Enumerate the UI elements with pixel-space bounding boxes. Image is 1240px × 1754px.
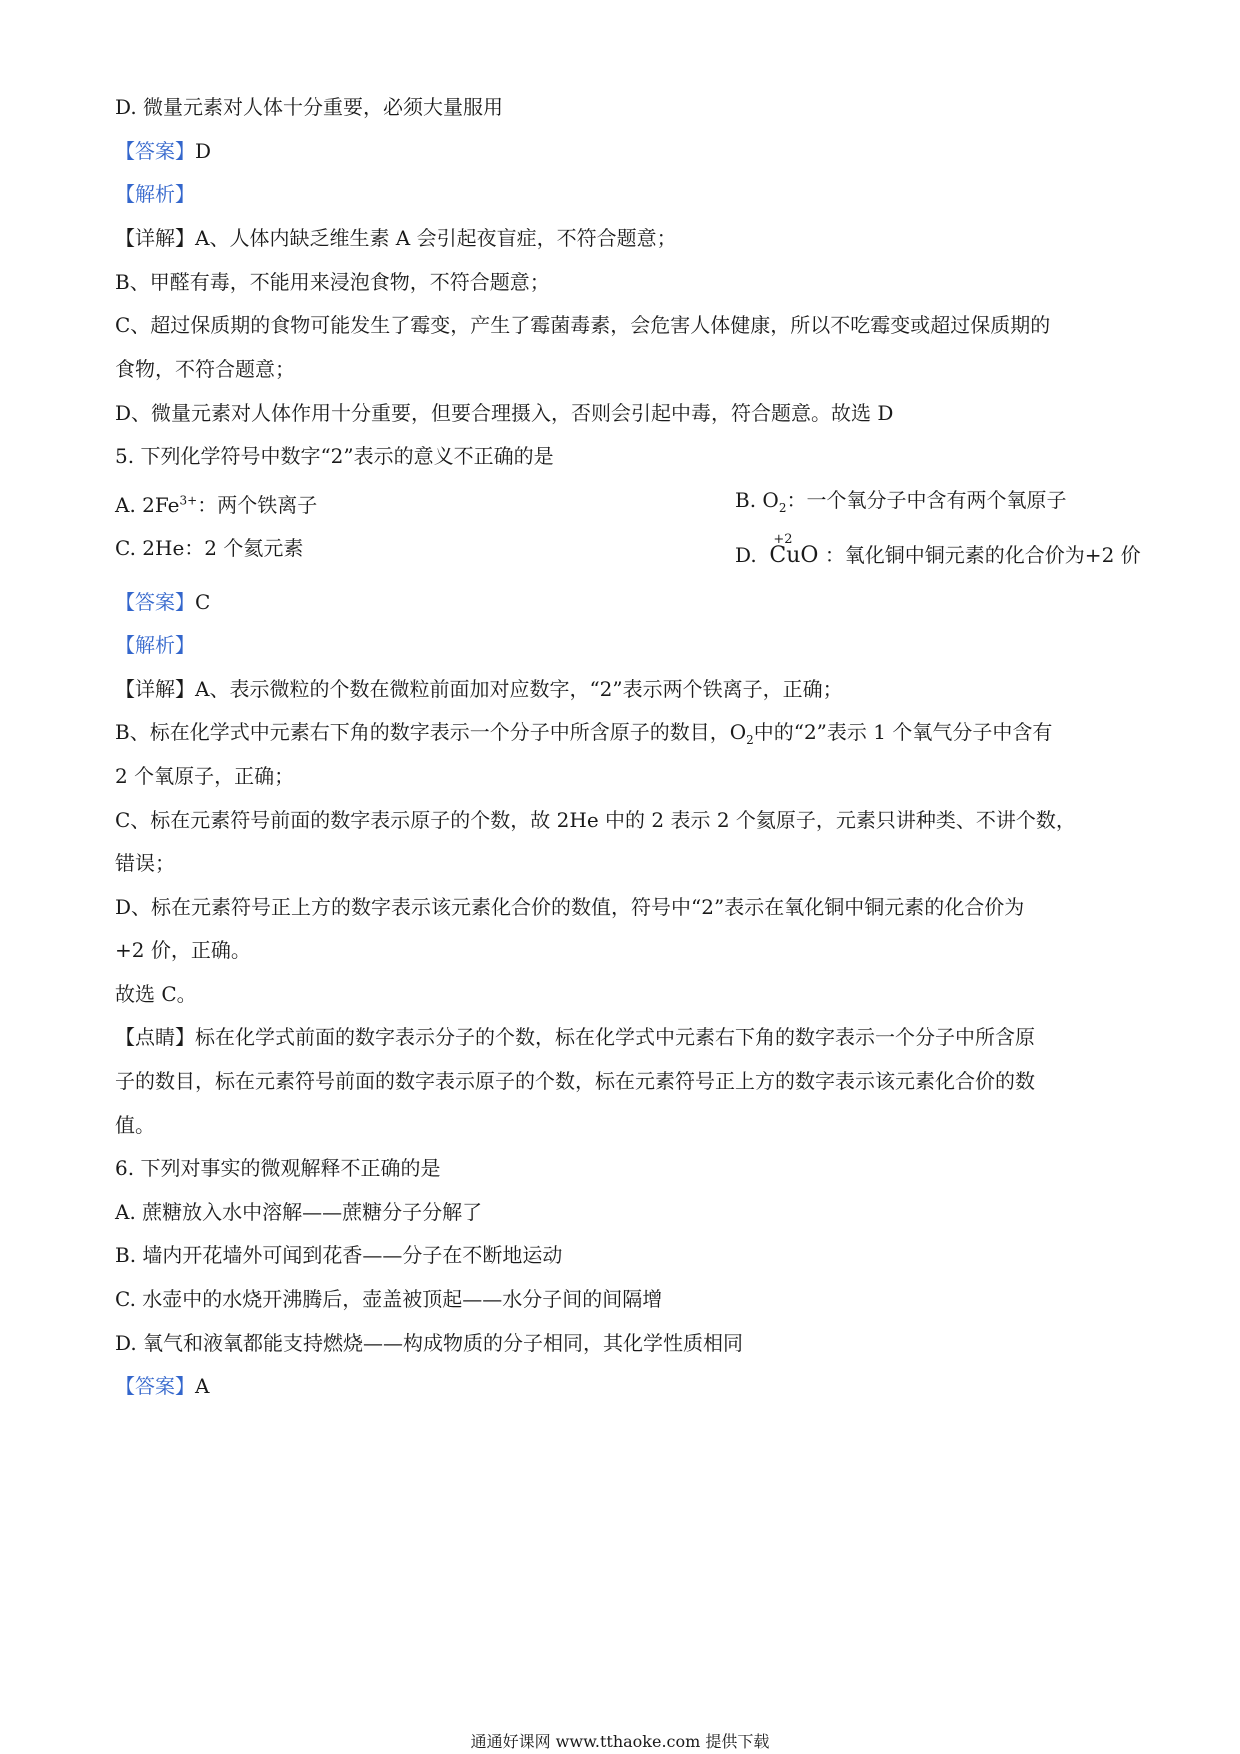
option-b-subscript: 2 bbox=[778, 501, 787, 515]
answer-tag: 【答案】 bbox=[115, 139, 195, 163]
q5-options-cd bbox=[115, 532, 1141, 568]
q5-detail-d1: D、标在元素符号正上方的数字表示该元素化合价的数值，符号中“2”表示在氧化铜中铜元素的化合价为 bbox=[115, 895, 1025, 919]
option-a-formula: A. 2Fe bbox=[115, 492, 180, 517]
q4-detail-c1: C、超过保质期的食物可能发生了霉变，产生了霉菌毒素，会危害人体健康，所以不吃霉变或超过保质期的 bbox=[115, 313, 1051, 337]
q6-answer bbox=[115, 1374, 209, 1398]
detail-tag: 【详解】 bbox=[115, 677, 195, 701]
q4-answer bbox=[115, 139, 211, 163]
q5-options-ab bbox=[115, 488, 1125, 517]
answer-tag: 【答案】 bbox=[115, 590, 195, 614]
q5-option-c: C. 2He：2 个氦元素 bbox=[115, 536, 304, 560]
option-d-label: D. bbox=[735, 543, 757, 567]
valence-mark: +2 bbox=[773, 532, 793, 547]
point-text: 标在化学式前面的数字表示分子的个数，标在化学式中元素右下角的数字表示一个分子中所含原 bbox=[195, 1025, 1035, 1049]
cuo-formula bbox=[769, 532, 819, 568]
answer-value: C bbox=[195, 590, 211, 614]
q5-stem: 5. 下列化学符号中数字“2”表示的意义不正确的是 bbox=[115, 444, 554, 468]
detail-text: 中的“2”表示 1 个氧气分子中含有 bbox=[753, 720, 1053, 744]
q4-detail-c2: 食物，不符合题意； bbox=[115, 357, 295, 381]
answer-value: A bbox=[195, 1374, 210, 1398]
option-d-text: ：氧化铜中铜元素的化合价为+2 价 bbox=[824, 543, 1141, 567]
q4-option-d: D. 微量元素对人体十分重要，必须大量服用 bbox=[115, 95, 504, 119]
q4-detail-d: D、微量元素对人体作用十分重要，但要合理摄入，否则会引起中毒，符合题意。故选 D bbox=[115, 401, 894, 425]
page-footer: 通通好课网 www.tthaoke.com 提供下载 bbox=[470, 1732, 770, 1751]
q5-detail-b1 bbox=[115, 720, 1052, 752]
q4-analysis-tag: 【解析】 bbox=[115, 182, 195, 206]
q6-option-c: C. 水壶中的水烧开沸腾后，壶盖被顶起——水分子间的间隔增 bbox=[115, 1287, 663, 1311]
option-b-text: ：一个氧分子中含有两个氧原子 bbox=[786, 488, 1067, 512]
option-a-charge: 3+ bbox=[179, 493, 198, 507]
q5-point-2: 子的数目，标在元素符号前面的数字表示原子的个数，标在元素符号正上方的数字表示该元素化合价的数 bbox=[115, 1069, 1035, 1093]
option-b-formula: B. O bbox=[735, 488, 779, 512]
q4-detail-b: B、甲醛有毒，不能用来浸泡食物，不符合题意； bbox=[115, 270, 550, 294]
answer-tag: 【答案】 bbox=[115, 1374, 195, 1398]
q5-point-1 bbox=[115, 1025, 1035, 1049]
detail-text: B、标在化学式中元素右下角的数字表示一个分子中所含原子的数目，O bbox=[115, 720, 747, 744]
q5-analysis-tag: 【解析】 bbox=[115, 633, 195, 657]
q6-option-a: A. 蔗糖放入水中溶解——蔗糖分子分解了 bbox=[115, 1200, 483, 1224]
q5-option-b bbox=[735, 488, 1066, 520]
subscript: 2 bbox=[746, 733, 754, 747]
q5-answer bbox=[115, 590, 210, 614]
q5-option-a bbox=[115, 493, 317, 517]
formula-text: CuO bbox=[769, 543, 819, 568]
q5-detail-a bbox=[115, 677, 843, 701]
q5-detail-c2: 错误； bbox=[115, 851, 175, 875]
detail-text: A、人体内缺乏维生素 A 会引起夜盲症，不符合题意； bbox=[195, 226, 677, 250]
q6-option-d: D. 氧气和液氧都能支持燃烧——构成物质的分子相同，其化学性质相同 bbox=[115, 1331, 744, 1355]
answer-value: D bbox=[195, 139, 212, 163]
q5-detail-c1: C、标在元素符号前面的数字表示原子的个数，故 2He 中的 2 表示 2 个氦原子，元素只讲种类、不讲个数， bbox=[115, 808, 1076, 832]
q5-point-3: 值。 bbox=[115, 1113, 155, 1137]
q6-stem: 6. 下列对事实的微观解释不正确的是 bbox=[115, 1156, 441, 1180]
q4-detail-a bbox=[115, 226, 677, 250]
option-a-text: ：两个铁离子 bbox=[197, 492, 318, 517]
q5-option-d bbox=[735, 532, 1141, 568]
q6-option-b: B. 墙内开花墙外可闻到花香——分子在不断地运动 bbox=[115, 1243, 563, 1267]
detail-text: A、表示微粒的个数在微粒前面加对应数字，“2”表示两个铁离子，正确； bbox=[195, 677, 843, 701]
q5-conclusion: 故选 C。 bbox=[115, 982, 197, 1006]
point-tag: 【点睛】 bbox=[115, 1025, 195, 1049]
detail-tag: 【详解】 bbox=[115, 226, 195, 250]
q5-detail-d2: +2 价，正确。 bbox=[115, 938, 251, 962]
q5-detail-b2: 2 个氧原子，正确； bbox=[115, 764, 295, 788]
